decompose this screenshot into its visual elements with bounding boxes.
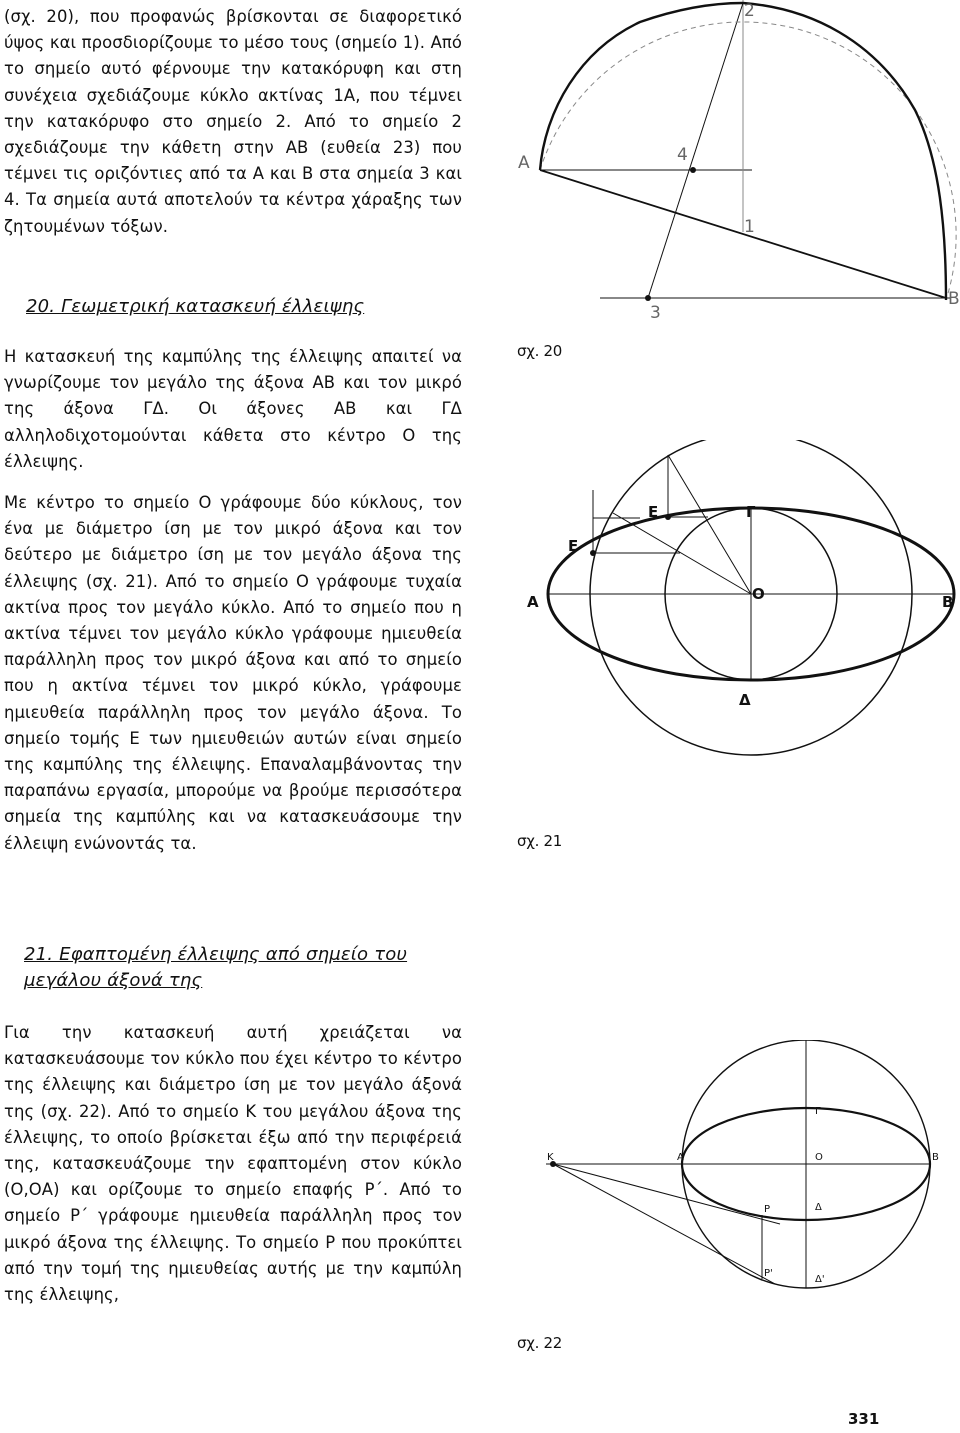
fig21-label-o: Ο <box>752 585 765 603</box>
fig22-label-b: Β <box>932 1152 939 1163</box>
section-21-heading-line-1: 21. Εφαπτομένη έλλειψης από σημείο του <box>24 944 408 965</box>
fig20-label-2: 2 <box>744 1 755 21</box>
fig22-label-dp: Δ' <box>815 1274 825 1285</box>
fig22-label-d: Δ <box>815 1202 822 1213</box>
section-21-heading-line-2: μεγάλου άξονά της <box>24 970 203 991</box>
fig20-arc-b <box>743 3 946 300</box>
fig22-tangent-ellipse <box>553 1164 780 1224</box>
fig20-label-a: Α <box>518 153 530 173</box>
figure-21 <box>520 440 960 840</box>
fig21-radius-1 <box>668 455 751 594</box>
section-20-paragraph-2: Με κέντρο το σημείο Ο γράφουμε δύο κύκλους, τον ένα με διάμετρο ίση με τον μικρό άξονα και τον δεύτερο με διάμετρο ίση με τον μεγάλο άξονα της έλλειψης (σχ. 21). Από το σημείο Ο γράφουμε τυχαία ακτίνα προς τον μεγάλο κύκλο. Από το σημείο που η ακτίνα τέμνει τον μεγάλο κύκλο γράφουμε ημιευθεία παράλληλη προς τον μικρό άξονα και από το σημείο που η ακτίνα τέμνει τον μικρό κύκλο, γράφουμε ημιευθεία παράλληλη προς τον μεγάλο άξονα. Το σημείο τομής Ε των ημιευθειών αυτών είναι σημείο της καμπύλης της έλλειψης. Επαναλαμβάνοντας την παραπάνω εργασία, μπορούμε να βρούμε περισσότερα σημεία της καμπύλης και να κατασκευάσουμε την έλλειψη ενώνοντάς τα. <box>4 493 462 853</box>
fig21-label-e2: Ε <box>568 537 579 555</box>
section-21-paragraph: Για την κατασκευή αυτή χρειάζεται να κατασκευάσουμε τον κύκλο που έχει κέντρο το κέντρο της έλλειψης και διάμετρο ίση με τον μεγάλο άξονά της (σχ. 22). Από το σημείο Κ του μεγάλου άξονα της έλλειψης, το οποίο βρίσκεται έξω από την περιφέρειά της, κατασκευάζουμε την εφαπτομένη στον κύκλο (Ο,ΟΑ) και ορίζουμε το σημείο επαφής Ρ΄. Από το σημείο Ρ΄ γράφουμε ημιευθεία παράλληλη προς τον μικρό άξονα της έλλειψης. Το σημείο Ρ που προκύπτει από την τομή της ημιευθείας αυτής με την καμπύλη της έλλειψης, <box>4 1023 462 1305</box>
fig20-label-4: 4 <box>677 145 688 165</box>
fig22-label-o: Ο <box>815 1152 823 1163</box>
fig22-caption: σχ. 22 <box>517 1334 562 1352</box>
fig22-tangent-circle <box>553 1164 775 1284</box>
fig22-label-a: Α <box>677 1152 684 1163</box>
fig20-caption: σχ. 20 <box>517 342 562 360</box>
figure-22 <box>520 1040 960 1340</box>
fig21-label-b: Β <box>942 593 954 611</box>
fig20-dashed-circle <box>540 22 956 300</box>
fig22-label-k: Κ <box>547 1152 554 1163</box>
fig20-point-4 <box>690 167 696 173</box>
fig21-label-e1: Ε <box>648 503 659 521</box>
fig22-label-g: Γ <box>815 1106 821 1117</box>
fig22-label-p: Ρ <box>764 1204 771 1215</box>
section-20-paragraph-1: Η κατασκευή της καμπύλης της έλλειψης απαιτεί να γνωρίζουμε τον μεγάλο της άξονα ΑΒ και τον μικρό της άξονα ΓΔ. Οι άξονες ΑΒ και ΓΔ αλληλοδιχοτομούνται κάθετα στο κέντρο Ο της έλλειψης. <box>4 347 462 471</box>
fig21-point-e2 <box>590 550 596 556</box>
fig21-point-e1 <box>665 514 671 520</box>
fig21-caption: σχ. 21 <box>517 832 562 850</box>
intro-paragraph: (σχ. 20), που προφανώς βρίσκονται σε διαφορετικό ύψος και προσδιορίζουμε το μέσο τους (σημείο 1). Από το σημείο αυτό φέρνουμε την κατακόρυφη και στη συνέχεια σχεδιάζουμε κύκλο ακτίνας 1Α, που τέμνει την κατακόρυφο στο σημείο 2. Από το σημείο 2 σχεδιάζουμε την κάθετη στην ΑΒ (ευθεία 23) που τέμνει τις οριζόντιες από τα Α και Β στα σημεία 3 και 4. Τα σημεία αυτά αποτελούν τα κέντρα χάραξης των ζητουμένων τόξων. <box>4 7 462 236</box>
fig22-label-pp: Ρ' <box>764 1268 773 1279</box>
figure-20 <box>500 0 960 330</box>
fig21-label-g: Γ <box>746 503 756 521</box>
fig20-arc-a <box>540 3 743 170</box>
fig20-label-1: 1 <box>744 217 755 237</box>
fig20-line-23 <box>648 3 743 298</box>
fig20-label-3: 3 <box>650 303 661 323</box>
section-20-heading: 20. Γεωμετρική κατασκευή έλλειψης <box>26 296 365 317</box>
fig21-label-d: Δ <box>739 691 751 709</box>
fig20-label-b: Β <box>948 289 960 309</box>
page-number: 331 <box>848 1410 880 1428</box>
fig21-label-a: Α <box>527 593 539 611</box>
fig20-point-3 <box>645 295 651 301</box>
